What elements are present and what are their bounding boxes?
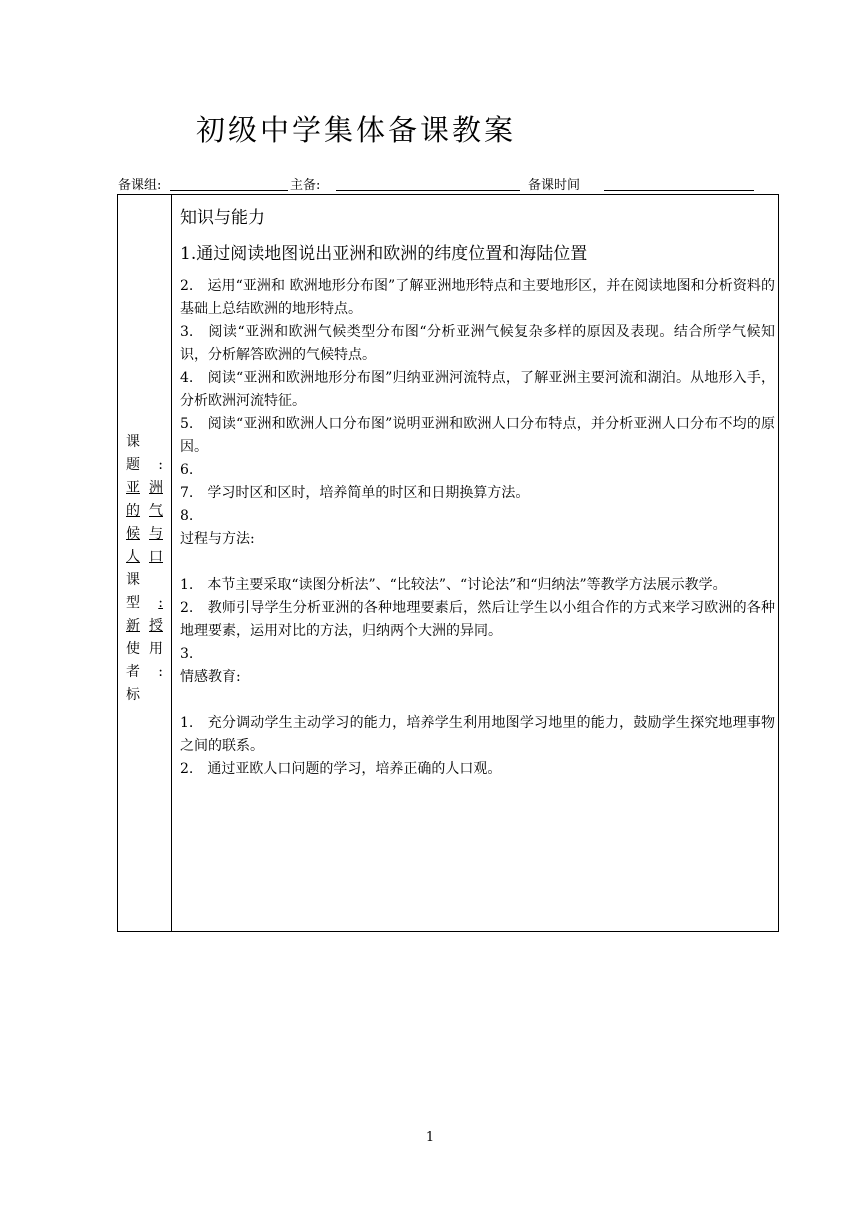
left-line: 者 : [126, 664, 163, 680]
left-line-topic: 亚 洲 [126, 480, 163, 496]
section-method-title: 过程与方法: [180, 531, 255, 547]
left-line-topic: 的 气 [126, 503, 163, 519]
emotion-item-1: 1. 充分调动学生主动学习的能力，培养学生利用地图学习地里的能力，鼓励学生探究地理事物之间的联系。 [180, 715, 775, 754]
group-field-line [170, 190, 288, 191]
left-line-topic: 候 与 [126, 526, 163, 542]
column-divider [171, 195, 172, 931]
lead-field-line [336, 190, 520, 191]
left-line-topic: 人 口 [126, 549, 163, 565]
knowledge-item-8: 8. [180, 508, 194, 524]
method-item-1: 1. 本节主要采取“读图分析法”、“比较法”、“讨论法”和“归纳法”等教学方法展示教学。 [180, 577, 727, 593]
method-item-3: 3. [180, 646, 194, 662]
left-line: 课 [126, 434, 140, 450]
left-line: 型 : [126, 595, 163, 611]
left-line: 使 用 [126, 641, 163, 657]
lead-label: 主备: [290, 178, 321, 193]
time-field-line [604, 190, 754, 191]
section-knowledge-title: 知识与能力 [180, 208, 265, 228]
spacer [180, 551, 775, 574]
left-line: 题 : [126, 457, 163, 473]
document-title: 初级中学集体备课教案 [196, 113, 517, 147]
page-number: 1 [425, 1130, 435, 1145]
left-line: 标 [126, 687, 140, 703]
meta-row [118, 174, 758, 192]
emotion-item-2: 2. 通过亚欧人口问题的学习，培养正确的人口观。 [180, 761, 502, 777]
knowledge-item-6: 6. [180, 462, 194, 478]
time-label: 备课时间 [528, 178, 581, 193]
left-line: 课 [126, 572, 140, 588]
method-item-2: 2. 教师引导学生分析亚洲的各种地理要素后，然后让学生以小组合作的方式来学习欧洲的各种地理要素，运用对比的方法，归纳两个大洲的异同。 [180, 600, 775, 639]
group-label: 备课组: [118, 178, 162, 193]
knowledge-item-3: 3. 阅读“亚洲和欧洲气候类型分布图“分析亚洲气候复杂多样的原因及表现。结合所学气候知识，分析解答欧洲的气候特点。 [180, 324, 775, 363]
spacer [180, 689, 775, 712]
lesson-table [117, 194, 779, 932]
section-emotion-title: 情感教育: [180, 669, 241, 685]
knowledge-item-5: 5. 阅读“亚洲和欧洲人口分布图”说明亚洲和欧洲人口分布特点，并分析亚洲人口分布不均的原因。 [180, 416, 775, 455]
knowledge-item-1: 1.通过阅读地图说出亚洲和欧洲的纬度位置和海陆位置 [180, 244, 588, 264]
lesson-info-column [118, 431, 171, 707]
objectives-column [180, 205, 775, 781]
knowledge-item-2: 2. 运用“亚洲和 欧洲地形分布图”了解亚洲地形特点和主要地形区，并在阅读地图和分析资料的基础上总结欧洲的地形特点。 [180, 278, 775, 317]
knowledge-item-7: 7. 学习时区和区时，培养简单的时区和日期换算方法。 [180, 485, 530, 501]
knowledge-item-4: 4. 阅读“亚洲和欧洲地形分布图”归纳亚洲河流特点，了解亚洲主要河流和湖泊。从地形入手，分析欧洲河流特征。 [180, 370, 775, 409]
left-line-type: 新 授 [126, 618, 163, 634]
